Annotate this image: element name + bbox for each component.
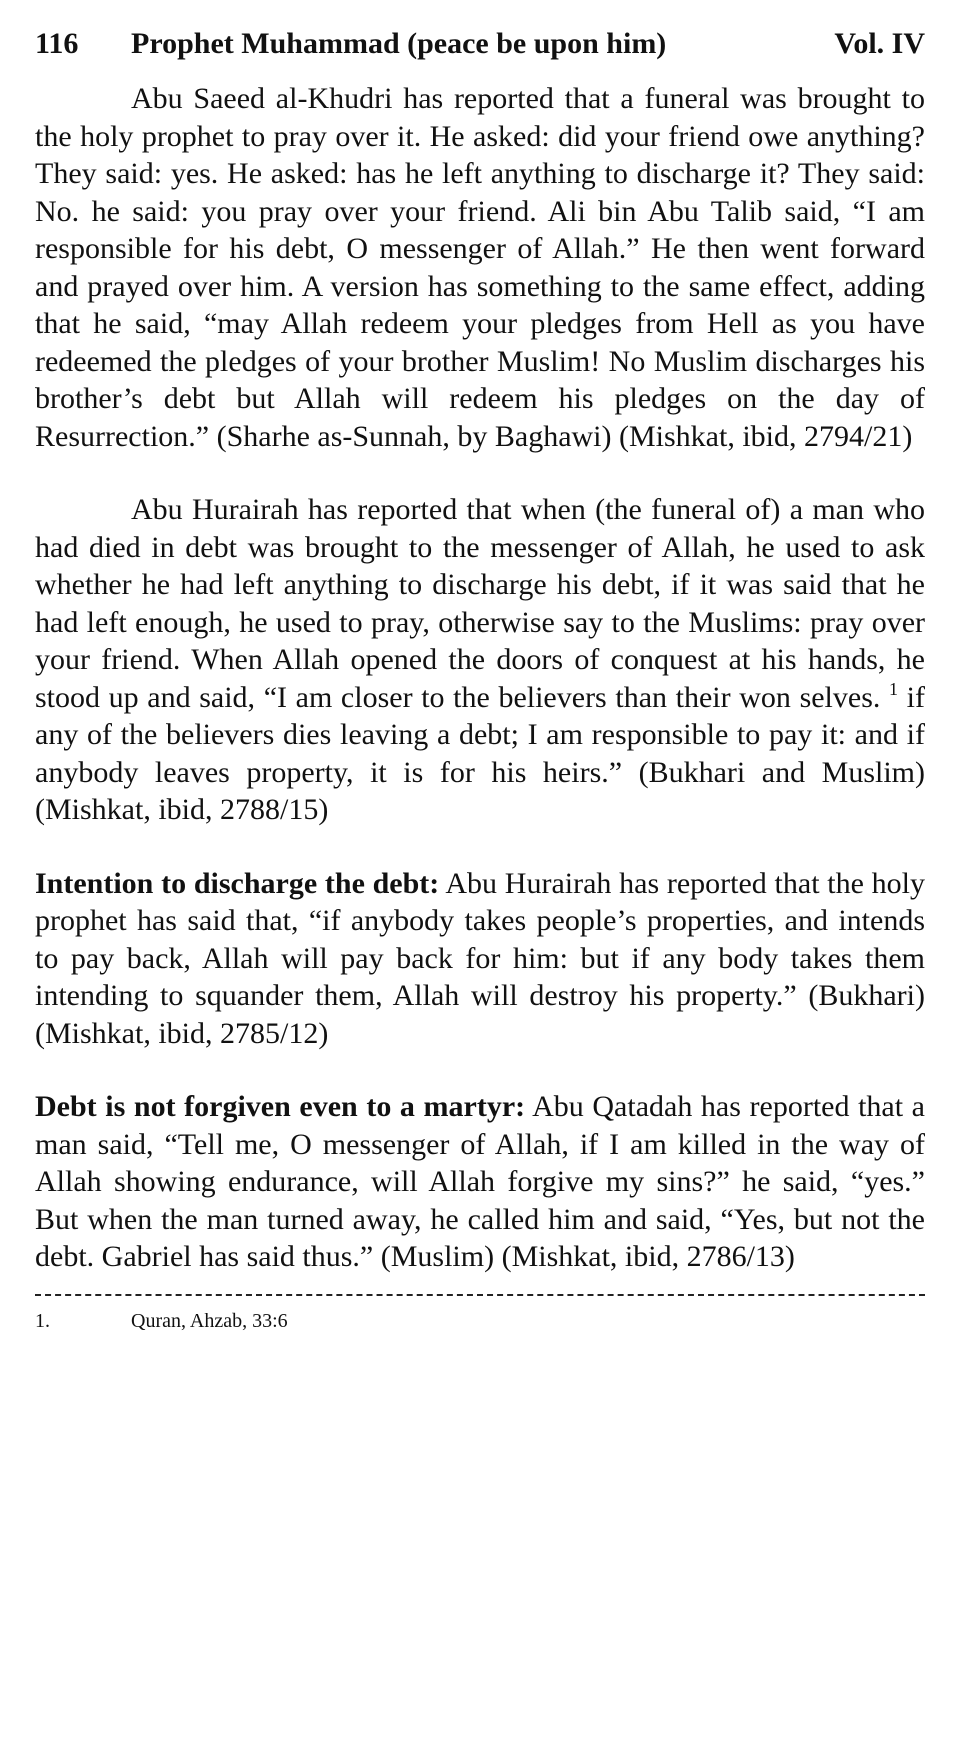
paragraph-text: Abu Hurairah has reported that the holy prophet has said that, “if anybody takes people’s properties, and intends to pay back, Allah will pay back for him: but if any body takes them intending to squander them, Allah will destroy his property.” (Bukhari) (Mishkat, ibid, 2785/12)	[35, 866, 925, 1050]
paragraph-martyr-debt	[35, 1088, 925, 1276]
volume-label: Vol. IV	[834, 27, 925, 60]
running-header	[35, 20, 925, 68]
paragraph-text: Abu Saeed al-Khudri has reported that a funeral was brought to the holy prophet to pray over it. He asked: did your friend owe anything? They said: yes. He asked: has he left anything to discharge it? They said: No. he said: you pray over your friend. Ali bin Abu Talib said, “I am responsible for his debt, O messenger of Allah.” He then went forward and prayed over him. A version has something to the same effect, adding that he said, “may Allah redeem your pledges from Hell as you have redeemed the pledges of your brother Muslim! No Muslim discharges his brother’s debt but Allah will redeem his pledges on the day of Resurrection.” (Sharhe as-Sunnah, by Baghawi) (Mishkat, ibid, 2794/21)	[35, 82, 925, 453]
page-number: 116	[35, 27, 79, 60]
footnote-divider	[35, 1294, 925, 1296]
paragraph-closer-to-believers	[35, 491, 925, 829]
section-heading: Intention to discharge the debt:	[35, 866, 440, 900]
paragraph-text: if any of the believers dies leaving a debt; I am responsible to pay it: and if anybody leaves property, it is for his heirs.” (Bukhari and Muslim) (Mishkat, ibid, 2788/15)	[35, 680, 925, 826]
footnote	[35, 1306, 925, 1336]
footnote-text: Quran, Ahzab, 33:6	[131, 1309, 288, 1332]
footnote-reference: 1	[889, 678, 899, 699]
footnote-number: 1.	[35, 1309, 50, 1332]
book-title: Prophet Muhammad (peace be upon him)	[131, 27, 667, 60]
section-heading: Debt is not forgiven even to a martyr:	[35, 1090, 526, 1123]
book-page	[35, 20, 925, 1336]
paragraph-text: Abu Hurairah has reported that when (the funeral of) a man who had died in debt was brought to the messenger of Allah, he used to ask whether he had left anything to discharge his debt, if it was said that he had left enough, he used to pray, otherwise say to the Muslims: pray over your friend. When Allah opened the doors of conquest at his hands, he stood up and said, “I am closer to the believers than their won selves.	[35, 493, 925, 714]
paragraph-intention-to-discharge	[35, 865, 925, 1053]
paragraph-funeral-debt	[35, 80, 925, 455]
paragraph-text: Abu Qatadah has reported that a man said, “Tell me, O messenger of Allah, if I am killed in the way of Allah showing endurance, will Allah forgive my sins?” he said, “yes.” But when the man turned away, he called him and said, “Yes, but not the debt. Gabriel has said thus.” (Muslim) (Mishkat, ibid, 2786/13)	[35, 1090, 925, 1273]
